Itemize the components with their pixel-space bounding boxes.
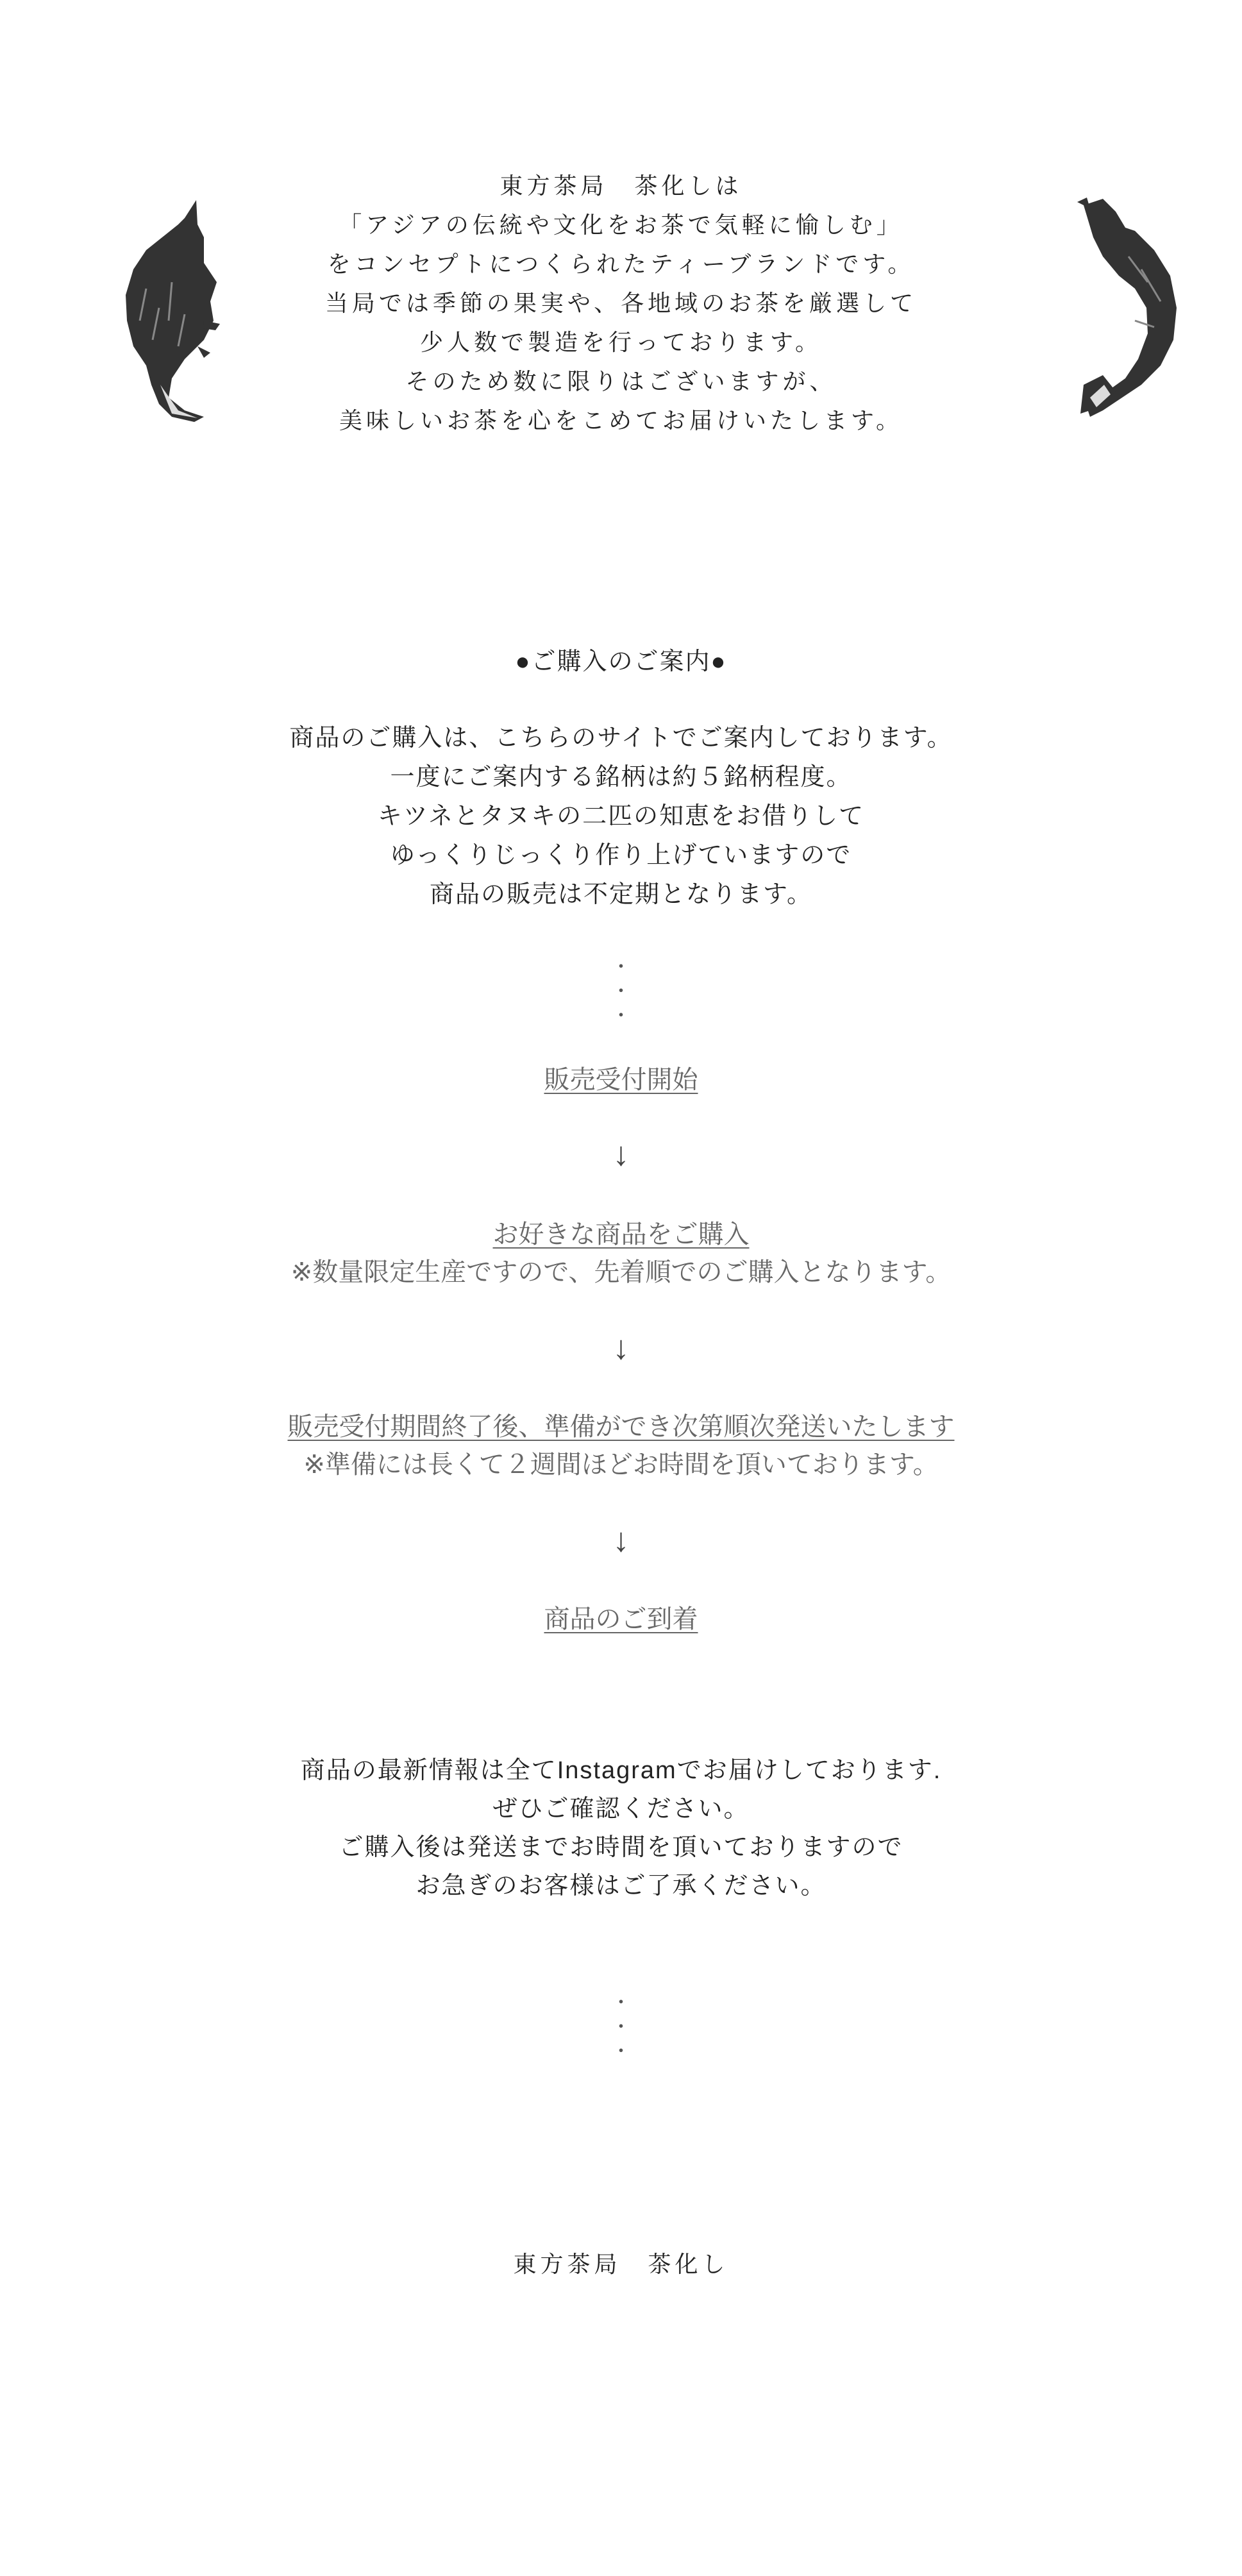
info-line: ぜひご確認ください。 bbox=[492, 1796, 750, 1823]
step-shipping-note: ※準備には長くて２週間ほどお時間を頂いております。 bbox=[303, 1451, 939, 1479]
intro-text bbox=[0, 167, 1242, 441]
info-line: お急ぎのお客様はご了承ください。 bbox=[415, 1873, 827, 1899]
step-shipping[interactable]: 販売受付期間終了後、準備ができ次第順次発送いたします bbox=[287, 1413, 955, 1441]
intro-line: 美味しいお茶を心をこめてお届けいたします。 bbox=[339, 408, 903, 434]
dot: ・ bbox=[611, 2041, 631, 2062]
step-purchase[interactable]: お好きな商品をご購入 bbox=[492, 1220, 750, 1249]
guide-line: 商品の販売は不定期となります。 bbox=[430, 881, 812, 908]
footer-brand: 東方茶局 茶化し bbox=[513, 2252, 729, 2278]
dot: ・ bbox=[611, 1006, 631, 1027]
intro-line: をコンセプトにつくられたティーブランドです。 bbox=[327, 251, 915, 278]
dot: ・ bbox=[611, 957, 631, 978]
intro-line: 東方茶局 茶化しは bbox=[499, 173, 743, 199]
separator-dots bbox=[0, 1991, 1242, 2064]
down-arrow-icon: ↓ bbox=[612, 1522, 630, 1559]
dot: ・ bbox=[611, 1992, 631, 2014]
down-arrow-icon: ↓ bbox=[612, 1329, 630, 1367]
info-line: ご購入後は発送までお時間を頂いておりますので bbox=[339, 1834, 903, 1861]
intro-line: そのため数に限りはございますが、 bbox=[405, 369, 837, 395]
intro-line: 「アジアの伝統や文化をお茶で気軽に愉しむ」 bbox=[339, 212, 903, 239]
info-line: 商品の最新情報は全てInstagramでお届けしております. bbox=[300, 1757, 942, 1784]
info-paragraph bbox=[0, 1751, 1242, 1905]
guide-line: ゆっくりじっくり作り上げていますので bbox=[390, 842, 852, 869]
dot: ・ bbox=[611, 981, 631, 1002]
step-arrival[interactable]: 商品のご到着 bbox=[544, 1605, 698, 1633]
separator-dots bbox=[0, 955, 1242, 1029]
intro-line: 少人数で製造を行っております。 bbox=[419, 330, 823, 356]
guide-line: 一度にご案内する銘柄は約５銘柄程度。 bbox=[390, 764, 852, 791]
guide-line: キツネとタヌキの二匹の知恵をお借りして bbox=[377, 803, 865, 830]
dot: ・ bbox=[611, 2017, 631, 2038]
intro-line: 当局では季節の果実や、各地域のお茶を厳選して bbox=[324, 290, 918, 317]
guide-paragraph bbox=[0, 719, 1242, 914]
step-purchase-note: ※数量限定生産ですので、先着順でのご購入となります。 bbox=[290, 1258, 952, 1286]
guide-line: 商品のご購入は、こちらのサイトでご案内しております。 bbox=[289, 725, 953, 752]
down-arrow-icon: ↓ bbox=[612, 1136, 630, 1173]
guide-heading: ●ご購入のご案内● bbox=[515, 648, 727, 675]
step-sales-start[interactable]: 販売受付開始 bbox=[544, 1066, 698, 1094]
